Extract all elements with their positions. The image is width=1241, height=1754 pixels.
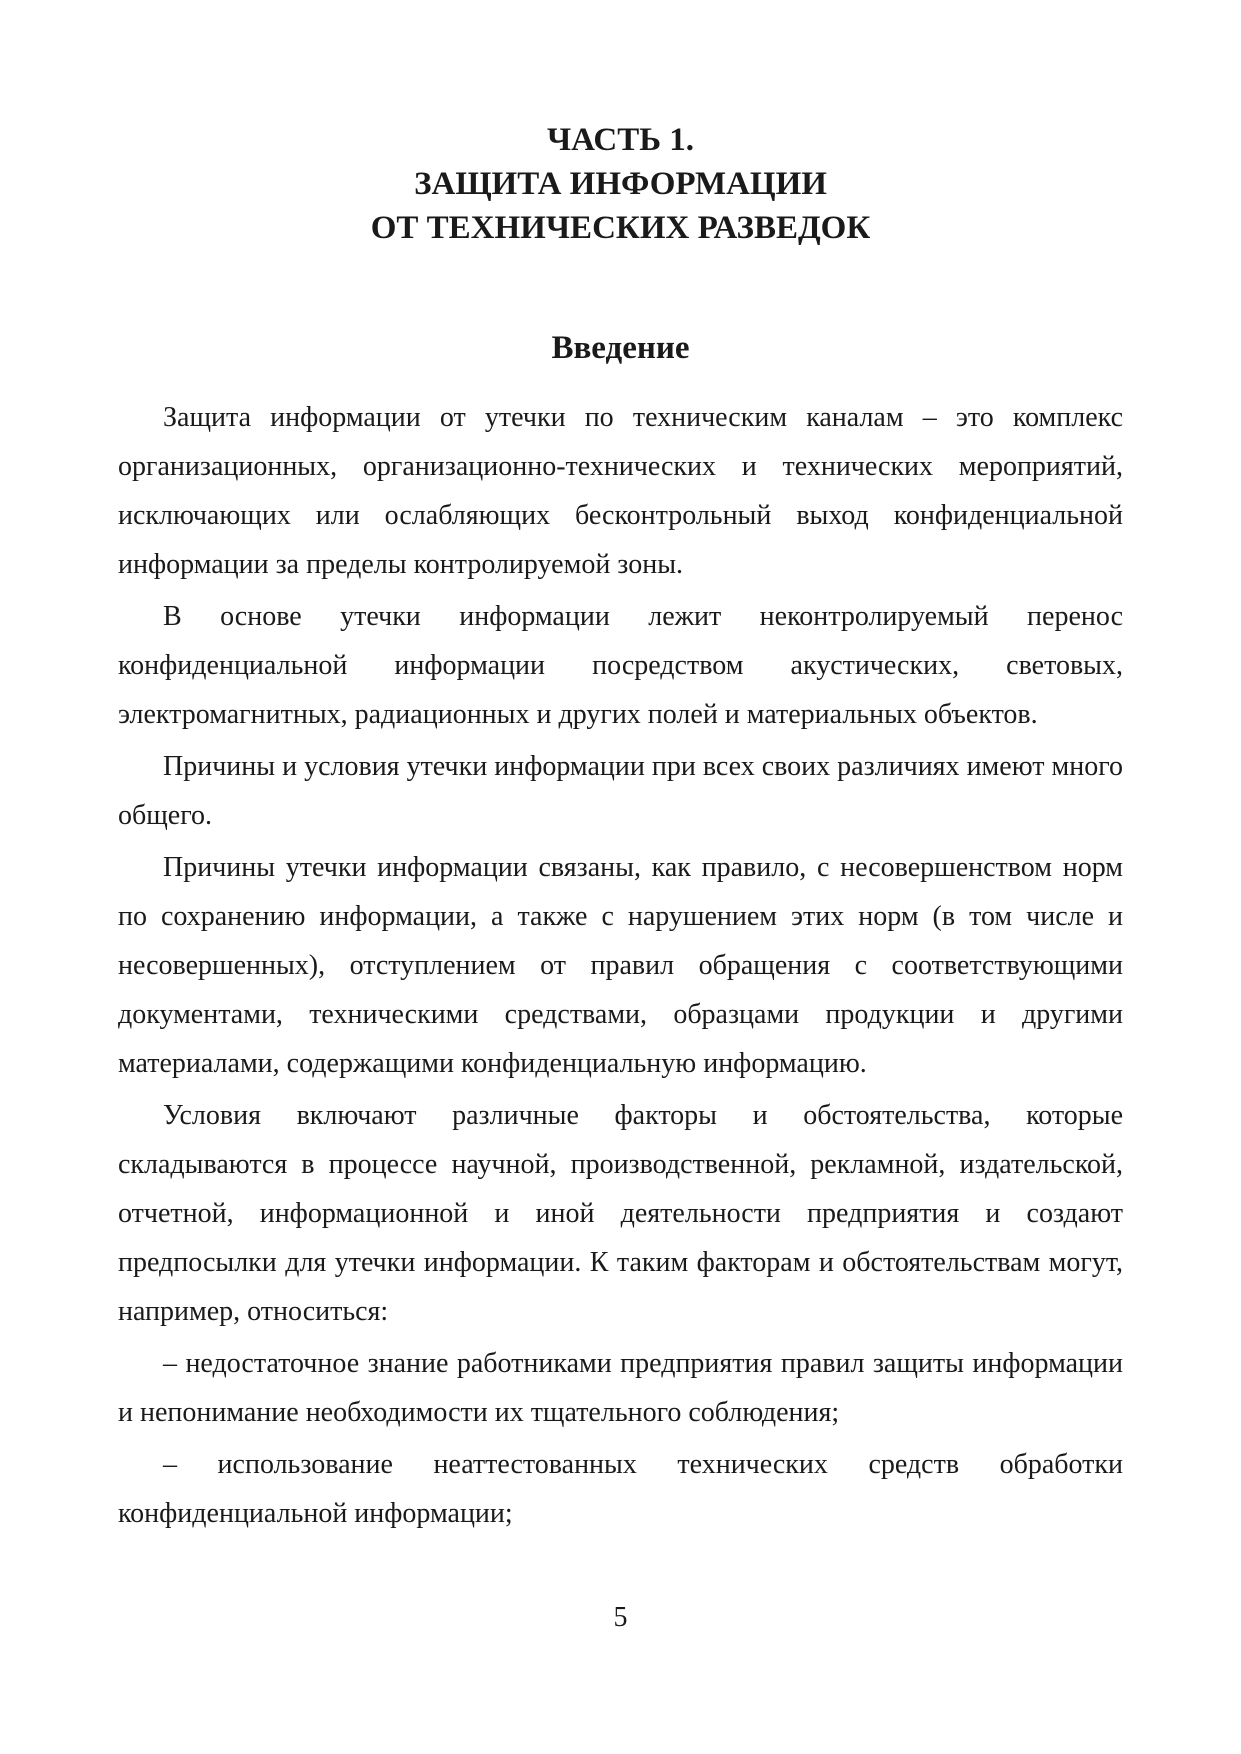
body-text: [118, 393, 1123, 1538]
section-title: Введение: [551, 330, 690, 366]
part-title-line-2: ЗАЩИТА ИНФОРМАЦИИ: [414, 166, 827, 202]
page-number: 5: [613, 1602, 628, 1633]
part-title-line-3: ОТ ТЕХНИЧЕСКИХ РАЗВЕДОК: [370, 210, 871, 246]
part-title: [0, 118, 1241, 250]
list-item: – использование неаттестованных технических средств обработки конфиденциальной информации;: [118, 1449, 1123, 1529]
paragraph: В основе утечки информации лежит неконтролируемый перенос конфиденциальной информации посредством акустических, световых, электромагнитных, радиационных и других полей и материальных объектов.: [118, 601, 1123, 730]
list-item: – недостаточное знание работниками предприятия правил защиты информации и непонимание необходимости их тщательного соблюдения;: [118, 1348, 1123, 1428]
part-title-line-1: ЧАСТЬ 1.: [546, 122, 695, 158]
paragraph: Защита информации от утечки по техническим каналам – это комплекс организационных, организационно-технических и технических мероприятий, исключающих или ослабляющих бесконтрольный выход конфиденциальной информации за пределы контролируемой зоны.: [118, 402, 1123, 580]
paragraph: Причины утечки информации связаны, как правило, с несовершенством норм по сохранению информации, а также с нарушением этих норм (в том числе и несовершенных), отступлением от правил обращения с соответствующими документами, техническими средствами, образцами продукции и другими материалами, содержащими конфиденциальную информацию.: [118, 852, 1123, 1079]
paragraph: Условия включают различные факторы и обстоятельства, которые складываются в процессе научной, производственной, рекламной, издательской, отчетной, информационной и иной деятельности предприятия и создают предпосылки для утечки информации. К таким факторам и обстоятельствам могут, например, относиться:: [118, 1100, 1123, 1327]
paragraph: Причины и условия утечки информации при всех своих различиях имеют много общего.: [118, 751, 1123, 831]
